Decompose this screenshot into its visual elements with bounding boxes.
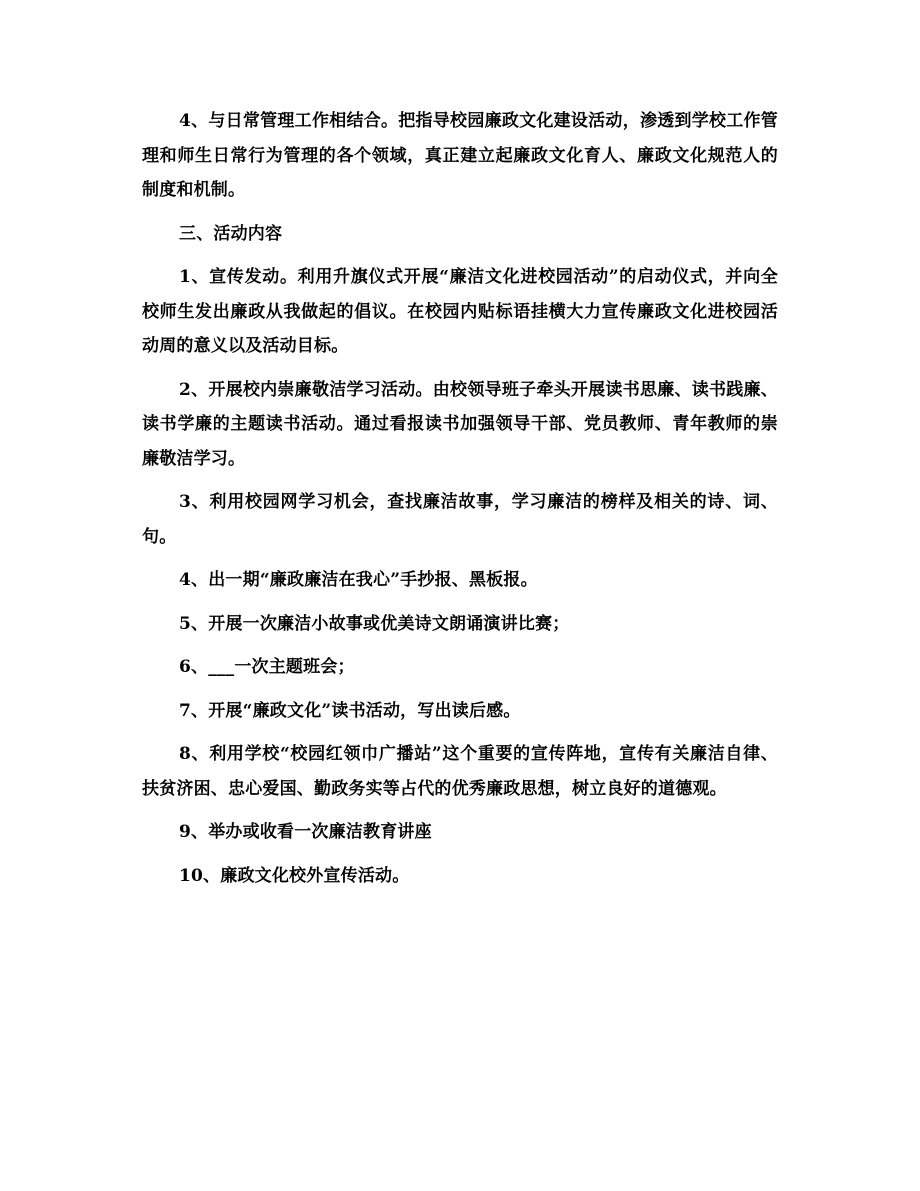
document-body — [142, 104, 778, 902]
paragraph-item-5-speech-contest: 5、开展一次廉洁小故事或优美诗文朗诵演讲比赛； — [179, 613, 570, 634]
paragraph-item-1-publicity: 1、宣传发动。利用升旗仪式开展“廉洁文化进校园活动”的启动仪式，并向全校师生发出廉政从我做起的倡议。在校园内贴标语挂横大力宣传廉政文化进校园活动周的意义以及活动目标。 — [142, 267, 778, 356]
paragraph-item-4-newspaper: 4、出一期“廉政廉洁在我心”手抄报、黑板报。 — [179, 570, 538, 590]
paragraph-item-7-reading-activity: 7、开展“廉政文化”读书活动，写出读后感。 — [179, 700, 521, 721]
paragraph-item-8-broadcast-station: 8、利用学校“校园红领巾广播站”这个重要的宣传阵地，宣传有关廉洁自律、扶贫济困、忠心爱国、勤政务实等占代的优秀廉政思想，树立良好的道德观。 — [142, 744, 778, 799]
paragraph-item-10-outreach: 10、廉政文化校外宣传活动。 — [179, 865, 410, 886]
paragraph-item-6-class-meeting: 6、___一次主题班会； — [179, 657, 355, 677]
section-heading-activity-content: 三、活动内容 — [179, 223, 283, 244]
paragraph-item-4-daily-management: 4、与日常管理工作相结合。把指导校园廉政文化建设活动，渗透到学校工作管理和师生日常行为管理的各个领域，真正建立起廉政文化育人、廉政文化规范人的制度和机制。 — [142, 111, 778, 200]
paragraph-item-9-lecture: 9、举办或收看一次廉洁教育讲座 — [179, 822, 432, 842]
paragraph-item-2-study-activity: 2、开展校内崇廉敬洁学习活动。由校领导班子牵头开展读书思廉、读书践廉、读书学廉的主题读书活动。通过看报读书加强领导干部、党员教师、青年教师的崇廉敬洁学习。 — [142, 379, 778, 469]
paragraph-item-3-campus-network: 3、利用校园网学习机会，查找廉洁故事，学习廉洁的榜样及相关的诗、词、句。 — [142, 492, 778, 547]
